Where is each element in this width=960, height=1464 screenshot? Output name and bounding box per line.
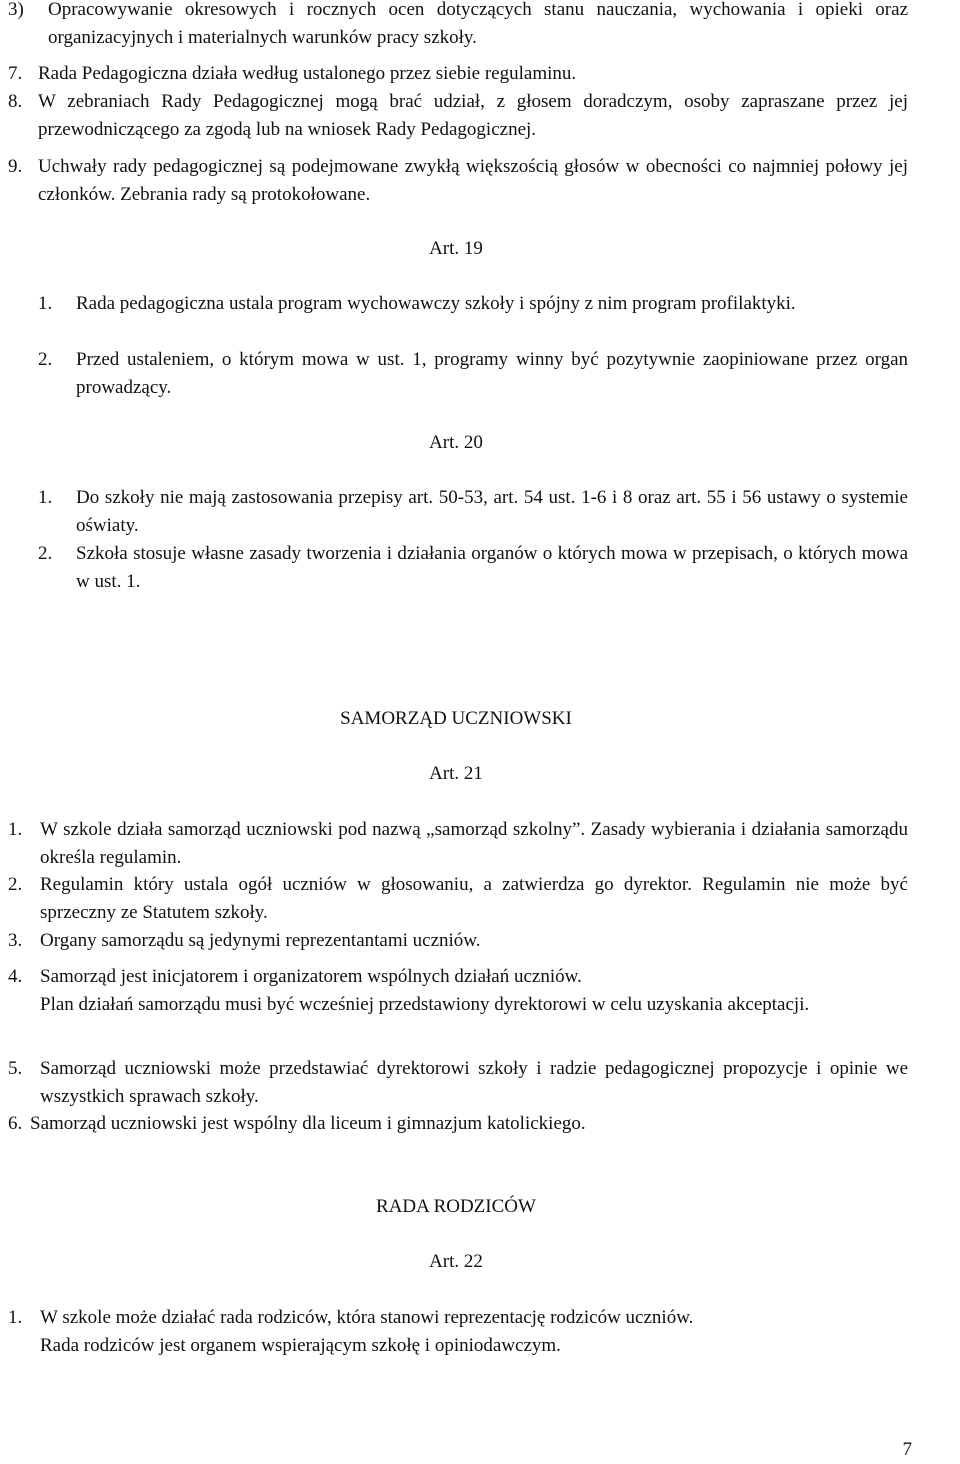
- item-number: 4.: [8, 966, 23, 987]
- item-number: 8.: [8, 91, 23, 112]
- list-item: [8, 1332, 908, 1360]
- item-text: Organy samorządu są jedynymi reprezentantami uczniów.: [40, 930, 481, 951]
- item-number: 7.: [8, 63, 23, 84]
- list-item: [8, 60, 908, 88]
- article-heading: Art. 22: [429, 1251, 483, 1272]
- list-item: [8, 1055, 908, 1111]
- list-item: [8, 816, 908, 872]
- item-number: 1.: [38, 293, 53, 314]
- list-item: [8, 927, 908, 955]
- item-text: Uchwały rady pedagogicznej są podejmowane zwykłą większością głosów w obecności co najmniej połowy jej członków. Zebrania rady są protokołowane.: [38, 156, 908, 205]
- list-item: [38, 346, 908, 402]
- item-text: Rada Pedagogiczna działa według ustalonego przez siebie regulaminu.: [38, 63, 577, 84]
- section-title: SAMORZĄD UCZNIOWSKI: [340, 708, 572, 729]
- article-heading: Art. 19: [429, 238, 483, 259]
- item-number: 2.: [38, 349, 53, 370]
- item-text: Szkoła stosuje własne zasady tworzenia i działania organów o których mowa w przepisach, o których mowa w ust. 1.: [76, 543, 908, 592]
- article-heading: Art. 20: [429, 432, 483, 453]
- item-text: Opracowywanie okresowych i rocznych ocen dotyczących stanu nauczania, wychowania i opieki oraz organizacyjnych i materialnych warunków pracy szkoły.: [48, 0, 908, 48]
- item-number: 6.: [8, 1113, 23, 1134]
- item-number: 1.: [38, 487, 53, 508]
- item-text: Plan działań samorządu musi być wcześniej przedstawiony dyrektorowi w celu uzyskania akceptacji.: [40, 994, 810, 1015]
- item-number: 5.: [8, 1058, 23, 1079]
- list-item: [8, 0, 908, 52]
- item-number: 2.: [38, 543, 53, 564]
- list-item: [8, 991, 908, 1019]
- list-item: [38, 290, 908, 318]
- item-number: 3): [8, 0, 24, 20]
- item-number: 3.: [8, 930, 23, 951]
- list-item: [8, 871, 908, 927]
- article-heading: Art. 21: [429, 763, 483, 784]
- item-text: Przed ustaleniem, o którym mowa w ust. 1, programy winny być pozytywnie zaopiniowane przez organ prowadzący.: [76, 349, 908, 398]
- item-number: 1.: [8, 1307, 23, 1328]
- item-text: Rada rodziców jest organem wspierającym szkołę i opiniodawczym.: [40, 1335, 561, 1356]
- item-text: Regulamin który ustala ogół uczniów w głosowaniu, a zatwierdza go dyrektor. Regulamin nie może być sprzeczny ze Statutem szkoły.: [40, 874, 908, 923]
- item-text: Do szkoły nie mają zastosowania przepisy art. 50-53, art. 54 ust. 1-6 i 8 oraz art. 55 i 56 ustawy o systemie oświaty.: [76, 487, 908, 536]
- list-item: [8, 963, 908, 991]
- item-text: W szkole działa samorząd uczniowski pod nazwą „samorząd szkolny”. Zasady wybierania i działania samorządu określa regulamin.: [40, 819, 908, 868]
- item-number: 9.: [8, 156, 23, 177]
- list-item: [8, 153, 908, 209]
- item-text: W zebraniach Rady Pedagogicznej mogą brać udział, z głosem doradczym, osoby zapraszane przez jej przewodniczącego za zgodą lub na wniosek Rady Pedagogicznej.: [38, 91, 908, 140]
- section-title: RADA RODZICÓW: [376, 1196, 536, 1217]
- item-text: Rada pedagogiczna ustala program wychowawczy szkoły i spójny z nim program profilaktyki.: [76, 293, 796, 314]
- list-item: [8, 1304, 908, 1332]
- list-item: [8, 1110, 908, 1138]
- list-item: [8, 88, 908, 144]
- page-number: 7: [902, 1439, 912, 1460]
- item-text: Samorząd jest inicjatorem i organizatorem wspólnych działań uczniów.: [40, 966, 582, 987]
- item-text: Samorząd uczniowski może przedstawiać dyrektorowi szkoły i radzie pedagogicznej propozycje i opinie we wszystkich sprawach szkoły.: [40, 1058, 908, 1107]
- list-item: [38, 484, 908, 540]
- item-number: 2.: [8, 874, 23, 895]
- list-item: [38, 540, 908, 596]
- item-number: 1.: [8, 819, 23, 840]
- item-text: Samorząd uczniowski jest wspólny dla liceum i gimnazjum katolickiego.: [30, 1113, 586, 1134]
- item-text: W szkole może działać rada rodziców, która stanowi reprezentację rodziców uczniów.: [40, 1307, 694, 1328]
